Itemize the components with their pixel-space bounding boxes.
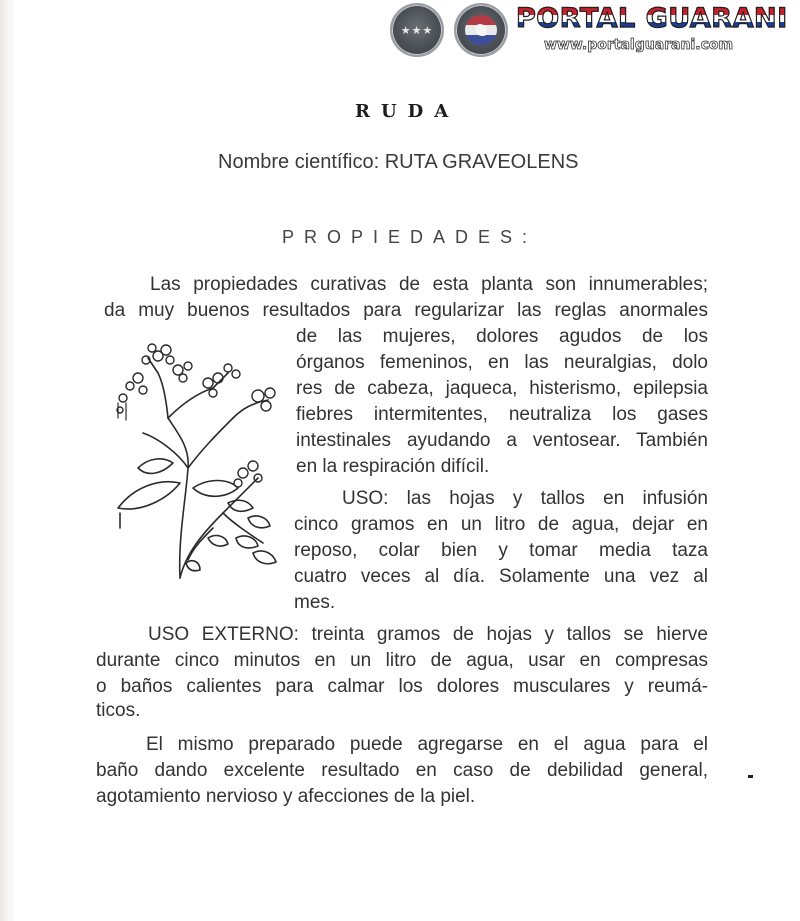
paragraph-line: cuatro veces al día. Solamente una vez al (294, 566, 708, 587)
rue-plant-illustration (108, 338, 288, 583)
stars-icon: ★★★ (400, 24, 434, 37)
paragraph-line: cinco gramos en un litro de agua, dejar en (294, 514, 708, 535)
scan-speck (748, 775, 753, 778)
scan-page-edge (0, 0, 14, 921)
section-heading: PROPIEDADES: (282, 227, 538, 247)
paragraph-line: ticos. (96, 700, 141, 721)
paragraph-line: intestinales ayudando a ventosear. También (296, 430, 708, 451)
paragraph-line: de las mujeres, dolores agudos de los (296, 326, 708, 347)
brand-url[interactable]: www.portalguarani.com (544, 37, 734, 53)
paraguay-flag-icon (465, 15, 497, 45)
paragraph-line: mes. (294, 592, 336, 613)
paragraph-line: baño dando excelente resultado en caso de debilidad general, (96, 760, 708, 781)
paragraph-line: órganos femeninos, en las neuralgias, dolo (296, 352, 708, 373)
paragraph-line: agotamiento nervioso y afecciones de la piel. (96, 786, 476, 807)
seal-three-stars-icon (390, 3, 444, 57)
paragraph-line: El mismo preparado puede agregarse en el agua para el (146, 734, 708, 755)
paragraph-line: res de cabeza, jaqueca, histerismo, epilepsia (296, 378, 708, 399)
paragraph-line: USO EXTERNO: treinta gramos de hojas y tallos se hierve (148, 624, 708, 645)
page-title: RUDA (355, 101, 460, 122)
brand-title: PORTAL GUARANI (516, 3, 788, 34)
paragraph-line: en la respiración difícil. (296, 456, 490, 477)
stem (168, 418, 188, 578)
paragraph-line: durante cinco minutos en un litro de agua, usar en compresas (96, 650, 708, 671)
paragraph-line: reposo, colar bien y tomar media taza (294, 540, 708, 561)
paragraph-line: USO: las hojas y tallos en infusión (342, 488, 708, 509)
paragraph-line: fiebres intermitentes, neutraliza los gases (296, 404, 708, 425)
paragraph-line: da muy buenos resultados para regularizar las reglas anormales (104, 300, 708, 321)
scientific-name: Nombre científico: RUTA GRAVEOLENS (218, 151, 579, 173)
seal-paraguay-map-icon (454, 3, 508, 57)
paragraph-line: Las propiedades curativas de esta planta son innumerables; (150, 274, 708, 295)
portal-guarani-logo[interactable] (388, 0, 788, 60)
paragraph-line: o baños calientes para calmar los dolores musculares y reumá- (96, 676, 708, 697)
